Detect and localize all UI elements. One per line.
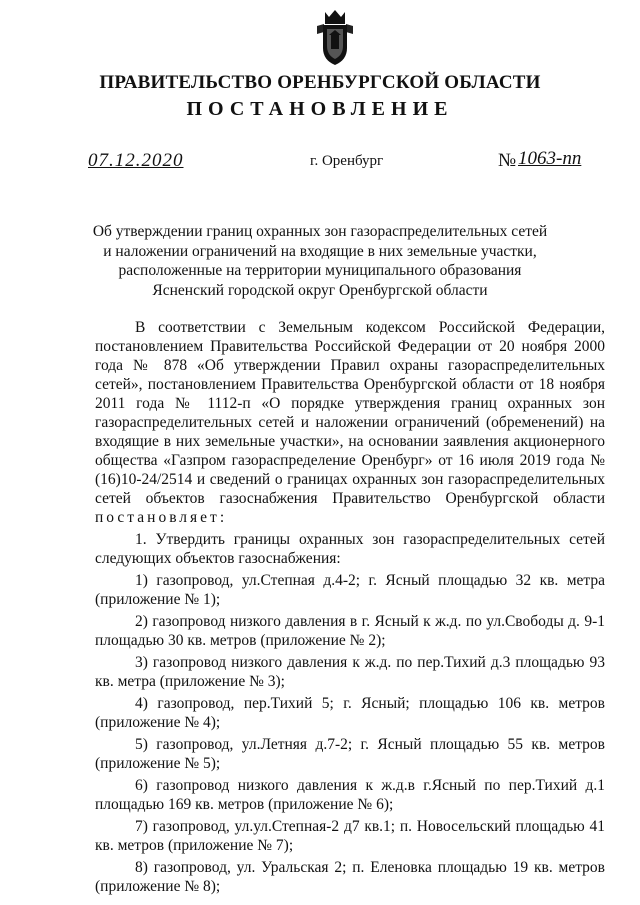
number-sign: №: [498, 150, 517, 171]
document-body: [95, 318, 605, 896]
document-number: 1063-пп: [518, 148, 582, 169]
document-subject: [80, 222, 560, 300]
list-item: 1) газопровод, ул.Степная д.4-2; г. Ясный площадью 32 кв. метра (приложение № 1);: [95, 572, 605, 608]
list-item: 3) газопровод низкого давления к ж.д. по пер.Тихий д.3 площадью 93 кв. метра (приложение № 3);: [95, 654, 605, 690]
list-item: 1. Утвердить границы охранных зон газораспределительных сетей следующих объектов газоснабжения:: [95, 531, 605, 567]
document-type: ПОСТАНОВЛЕНИЕ: [186, 98, 454, 120]
list-item: 7) газопровод, ул.ул.Степная-2 д7 кв.1; п. Новосельский площадью 41 кв. метров (приложение № 7);: [95, 818, 605, 854]
document-date: 07.12.2020: [88, 150, 184, 171]
document-city: г. Оренбург: [310, 153, 384, 169]
resolves-word: постановляет:: [95, 509, 228, 526]
preamble-paragraph: [95, 318, 605, 527]
list-item: 8) газопровод, ул. Уральская 2; п. Еленовка площадью 19 кв. метров (приложение № 8);: [95, 859, 605, 895]
subject-line: Ясненский городской округ Оренбургской области: [152, 281, 488, 299]
list-item: 4) газопровод, пер.Тихий 5; г. Ясный; площадью 106 кв. метров (приложение № 4);: [95, 695, 605, 731]
list-item: 2) газопровод низкого давления в г. Ясный к ж.д. по ул.Свободы д. 9-1 площадью 30 кв. метров (приложение № 2);: [95, 613, 605, 649]
subject-line: Об утверждении границ охранных зон газораспределительных сетей: [92, 223, 548, 240]
list-item: 5) газопровод, ул.Летняя д.7-2; г. Ясный площадью 55 кв. метров (приложение № 5);: [95, 736, 605, 772]
government-title: ПРАВИТЕЛЬСТВО ОРЕНБУРГСКОЙ ОБЛАСТИ: [99, 72, 541, 93]
list-item: 6) газопровод низкого давления к ж.д.в г.Ясный по пер.Тихий д.1 площадью 169 кв. метров (приложение № 6);: [95, 777, 605, 813]
coat-of-arms-icon: [311, 8, 359, 68]
subject-line: расположенные на территории муниципального образования: [118, 262, 522, 279]
preamble-text: В соответствии с Земельным кодексом Российской Федерации, постановлением Правительства Российской Федерации от 20 ноября 2000 года № 878 «Об утверждении Правил охраны газораспределительных сетей», постановлением Правительства Оренбургской области от 18 ноября 2011 года № 1112-п «О порядке утверждения границ охранных зон газораспределительных сетей и наложении ограничений (обременений) на входящие в них земельные участки», на основании заявления акционерного общества «Газпром газораспределение Оренбург» от 16 июля 2019 года № (16)10-24/2514 и сведений о границах охранных зон газораспределительных сетей объектов газоснабжения Правительство Оренбургской области: [95, 319, 605, 507]
subject-line: и наложении ограничений на входящие в них земельные участки,: [103, 242, 537, 260]
